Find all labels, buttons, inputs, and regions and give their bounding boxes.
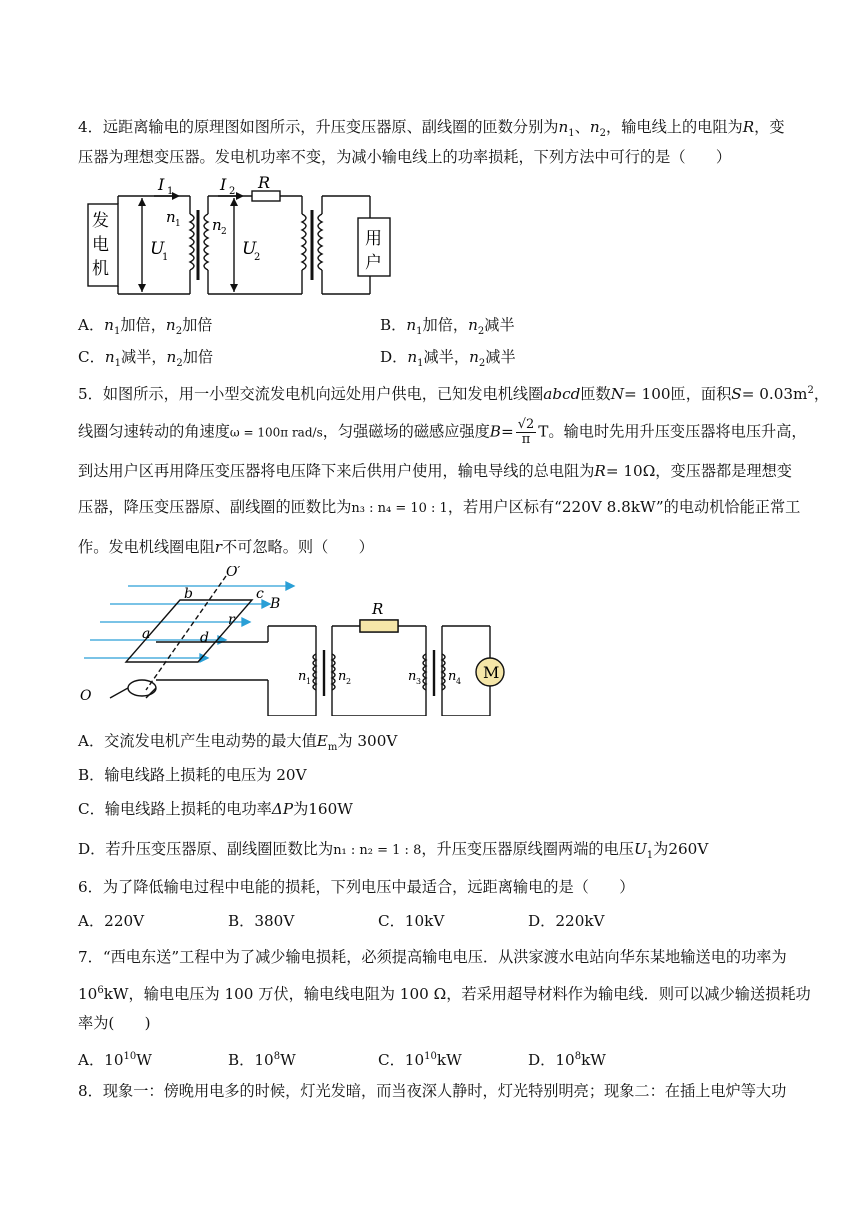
q4-text-2: ，输电线上的电阻为 (606, 118, 743, 136)
label-n2: n (212, 216, 222, 234)
q5-option-d[interactable]: D．若升压变压器原、副线圈匝数比为n₁ : n₂ = 1 : 8，升压变压器原线圈两端的电压$U_1$为260V (78, 840, 709, 862)
q6-stem: 6．为了降低输电过程中电能的损耗，下列电压中最适合，远距离输电的是（ ） (78, 878, 635, 896)
label-c: c (256, 586, 264, 602)
q7-option-b[interactable]: B．$10^8W$ (228, 1051, 296, 1070)
q4-option-c[interactable]: C．$n_1$减半，$n_2$加倍 (78, 348, 214, 370)
q4-text-4: 压器为理想变压器。发电机功率不变，为减小输电线上的功率损耗，下列方法中可行的是（ ） (78, 148, 732, 166)
svg-text:2: 2 (346, 677, 352, 686)
q7-option-a[interactable]: A．$10^{10}W$ (78, 1051, 152, 1070)
label-U2-sub: 2 (254, 252, 261, 263)
q4-stem-line-1 (78, 116, 798, 145)
label-Oprime: O′ (226, 566, 241, 580)
q5-b-fraction: $\frac{√2}{\pi}$ (517, 417, 535, 447)
label-q5-n2: n (338, 669, 347, 684)
label-B: B (270, 596, 281, 612)
q5-option-b[interactable]: B．输电线路上损耗的电压为 20V (78, 766, 307, 784)
q4-option-d[interactable]: D．$n_1$减半，$n_2$减半 (380, 348, 516, 370)
q5-option-c[interactable]: C．输电线路上损耗的电功率ΔP为160W (78, 800, 353, 818)
label-a: a (142, 626, 151, 642)
generator-label-2: 电 (92, 235, 109, 255)
label-U1-sub: 1 (162, 252, 169, 263)
q5-generator-diagram (80, 566, 520, 716)
q4-n2-sub: 2 (599, 128, 607, 140)
motor-label: M (483, 663, 500, 682)
label-U1: U (150, 239, 165, 259)
q5-stem-line-2: 线圈匀速转动的角速度ω = 100π rad/s，匀强磁场的磁感应强度B= $\frac{√2}{\pi}$ T。输电时先用升压变压器将电压升高， (78, 417, 807, 447)
label-U2: U (242, 239, 257, 259)
label-R2: R (372, 600, 384, 618)
q5-stem-line-5: 作。发电机线圈电阻r不可忽略。则（ ） (78, 538, 374, 556)
q4-option-a[interactable]: A．$n_1$加倍，$n_2$加倍 (78, 316, 213, 338)
q4-option-b[interactable]: B．$n_1$加倍，$n_2$减半 (380, 316, 515, 338)
label-b: b (184, 586, 193, 602)
q5-stem-line-1: 5．如图所示，用一小型交流发电机向远处用户供电，已知发电机线圈abcd匝数N= 100匝，面积$S= 0.03m^2$， (78, 385, 830, 404)
q4-n1: n (558, 118, 569, 136)
label-I2-sub: 2 (229, 186, 236, 197)
q7-stem-line-3: 率为( ) (78, 1014, 151, 1032)
svg-text:1: 1 (306, 677, 312, 686)
label-I1-sub: 1 (167, 186, 174, 197)
label-q5-n4: n (448, 669, 457, 684)
label-r: r (228, 612, 235, 628)
q4-text-3: ，变 (754, 118, 785, 136)
q7-stem-line-1: 7．“西电东送”工程中为了减少输电损耗，必须提高输电电压．从洪家渡水电站向华东某地输送电的功率为 (78, 948, 787, 966)
label-I2: I (220, 176, 227, 194)
label-q5-n3: n (408, 669, 417, 684)
label-n1: n (166, 208, 176, 226)
label-n1-sub: 1 (175, 219, 181, 229)
q6-option-b[interactable]: B．380V (228, 912, 295, 930)
label-R: R (258, 176, 271, 192)
label-d: d (200, 630, 209, 646)
q5-stem-line-4: 压器，降压变压器原、副线圈的匝数比为n₃ : n₄ = 10 : 1，若用户区标有“220V 8.8kW”的电动机恰能正常工 (78, 498, 801, 516)
label-q5-n1: n (298, 669, 307, 684)
user-label-2: 户 (365, 253, 382, 273)
q5-option-a[interactable]: A．交流发电机产生电动势的最大值$E_m$为 300V (78, 732, 398, 754)
q7-option-c[interactable]: C．$10^{10}kW$ (378, 1051, 462, 1070)
q4-n2: n (589, 118, 600, 136)
q4-text: 4．远距离输电的原理图如图所示，升压变压器原、副线圈的匝数分别为 (78, 118, 559, 136)
q6-option-a[interactable]: A．220V (78, 912, 145, 930)
q7-option-d[interactable]: D．$10^8kW$ (528, 1051, 606, 1070)
q4-stem-line-2 (78, 146, 798, 168)
user-label-1: 用 (365, 229, 382, 249)
svg-text:3: 3 (416, 677, 422, 686)
q4-n1-sub: 1 (568, 128, 575, 140)
svg-text:4: 4 (456, 677, 462, 686)
q5-stem-line-3: 到达用户区再用降压变压器将电压降下来后供用户使用，输电导线的总电阻为R= 10Ω，变压器都是理想变 (78, 462, 792, 480)
q4-R: R (742, 118, 755, 136)
generator-label-1: 发 (92, 211, 109, 231)
q4-sep: 、 (574, 118, 590, 136)
generator-label-3: 机 (92, 259, 109, 279)
label-n2-sub: 2 (221, 227, 227, 237)
label-I1: I (158, 176, 165, 194)
q6-option-d[interactable]: D．220kV (528, 912, 605, 930)
q4-circuit-diagram (80, 176, 400, 300)
q6-option-c[interactable]: C．10kV (378, 912, 445, 930)
q8-stem-line-1: 8．现象一：傍晚用电多的时候，灯光发暗，而当夜深人静时，灯光特别明亮；现象二：在插上电炉等大功 (78, 1082, 787, 1100)
label-O: O (80, 688, 92, 704)
q7-stem-line-2: $10^6kW$，输电电压为 100 万伏，输电线电阻为 100 Ω，若采用超导材料作为输电线．则可以减少输送损耗功 (78, 985, 811, 1004)
